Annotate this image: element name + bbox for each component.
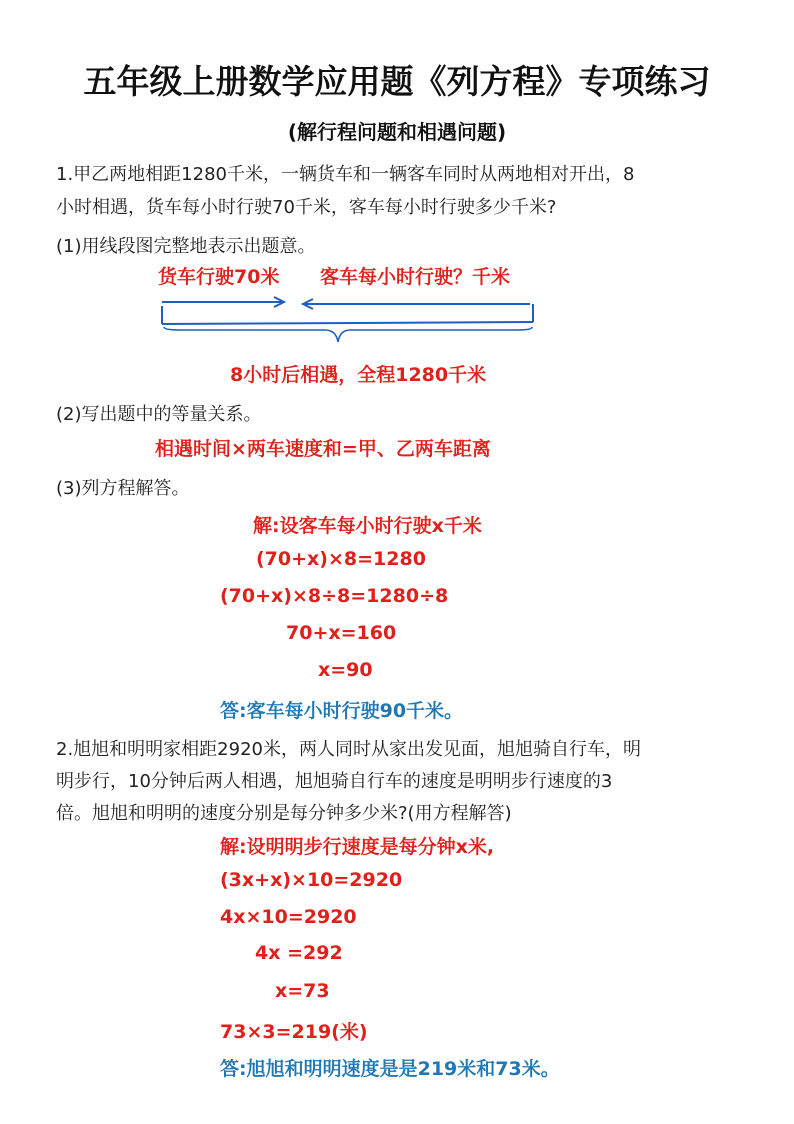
q2-text-line-3: 倍。旭旭和明明的速度分别是每分钟多少米?(用方程解答)	[56, 803, 512, 824]
q1-text-line-1: 1.甲乙两地相距1280千米，一辆货车和一辆客车同时从两地相对开出，8	[56, 164, 635, 185]
truck-arrow	[162, 297, 284, 307]
diagram-right-label: 客车每小时行驶？千米	[320, 266, 511, 288]
q1-solution-step: 解:设客车每小时行驶x千米	[253, 515, 482, 537]
q1-solution-step: x=90	[318, 659, 373, 681]
q1-part-3: (3)列方程解答。	[56, 478, 190, 499]
bus-arrow	[303, 299, 530, 309]
q1-part-2: (2)写出题中的等量关系。	[56, 404, 262, 425]
total-brace	[164, 327, 532, 342]
diagram-bottom-label: 8小时后相遇，全程1280千米	[230, 364, 487, 386]
distance-segment	[162, 304, 533, 324]
q1-solution-step: (70+x)×8÷8=1280÷8	[220, 585, 449, 607]
q2-text-line-2: 明步行，10分钟后两人相遇，旭旭骑自行车的速度是明明步行速度的3	[56, 771, 613, 792]
q2-solution-step: 4x×10=2920	[220, 906, 357, 928]
q2-answer: 答:旭旭和明明速度是是219米和73米。	[220, 1058, 560, 1080]
q1-solution-step: 70+x=160	[286, 622, 397, 644]
page-subtitle: (解行程问题和相遇问题)	[287, 120, 507, 144]
q2-solution-step: 解:设明明步行速度是每分钟x米,	[220, 836, 495, 858]
q2-solution-step: 73×3=219(米)	[220, 1021, 368, 1043]
q1-part-1: (1)用线段图完整地表示出题意。	[56, 236, 316, 257]
q1-relation: 相遇时间×两车速度和=甲、乙两车距离	[155, 438, 491, 460]
q2-solution-step: (3x+x)×10=2920	[220, 869, 403, 891]
q1-solution-step: (70+x)×8=1280	[256, 548, 426, 570]
q2-text-line-1: 2.旭旭和明明家相距2920米，两人同时从家出发见面，旭旭骑自行车，明	[56, 739, 641, 760]
diagram-left-label: 货车行驶70米	[158, 266, 280, 288]
q1-answer: 答:客车每小时行驶90千米。	[220, 700, 464, 722]
page-title: 五年级上册数学应用题《列方程》专项练习	[83, 62, 711, 101]
q2-solution-step: 4x =292	[255, 942, 343, 964]
q2-solution-step: x=73	[275, 980, 330, 1002]
line-segment-diagram	[150, 290, 550, 350]
q1-text-line-2: 小时相遇，货车每小时行驶70千米，客车每小时行驶多少千米?	[56, 197, 557, 218]
